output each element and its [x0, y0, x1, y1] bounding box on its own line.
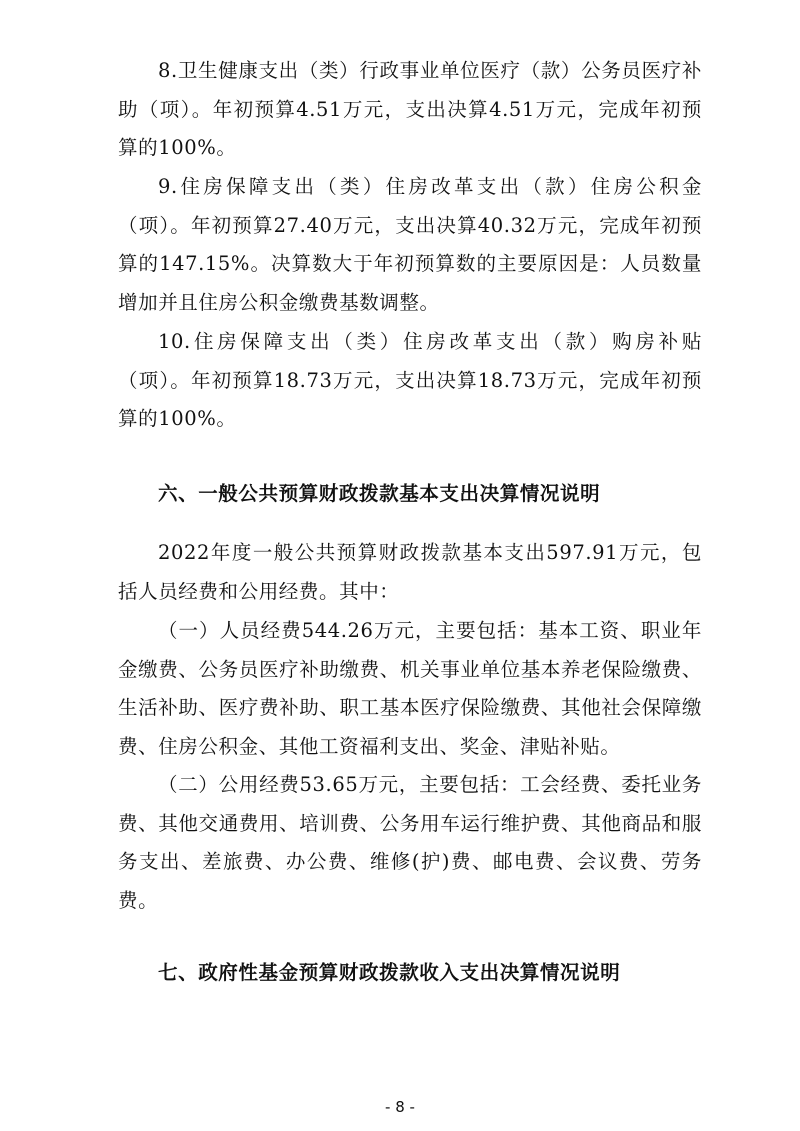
public-expense-paragraph: （二）公用经费53.65万元，主要包括：工会经费、委托业务费、其他交通费用、培训费、公务用车运行维护费、其他商品和服务支出、差旅费、办公费、维修(护)费、邮电费、会议费、劳务费。 [118, 773, 702, 912]
page-number: - 8 - [385, 1098, 415, 1116]
section-6-heading: 六、一般公共预算财政拨款基本支出决算情况说明 [158, 482, 601, 505]
item-9-paragraph: 9.住房保障支出（类）住房改革支出（款）住房公积金（项）。年初预算27.40万元，支出决算40.32万元，完成年初预算的147.15%。决算数大于年初预算数的主要原因是：人员数量增加并且住房公积金缴费基数调整。 [118, 175, 702, 314]
personnel-expense-paragraph: （一）人员经费544.26万元，主要包括：基本工资、职业年金缴费、公务员医疗补助缴费、机关事业单位基本养老保险缴费、生活补助、医疗费补助、职工基本医疗保险缴费、其他社会保障缴费、住房公积金、其他工资福利支出、奖金、津贴补贴。 [118, 619, 702, 758]
section-7-heading: 七、政府性基金预算财政拨款收入支出决算情况说明 [158, 961, 621, 984]
item-8-paragraph: 8.卫生健康支出（类）行政事业单位医疗（款）公务员医疗补助（项）。年初预算4.51万元，支出决算4.51万元，完成年初预算的100%。 [118, 59, 702, 159]
section-6-intro-paragraph: 2022年度一般公共预算财政拨款基本支出597.91万元，包括人员经费和公用经费。其中： [118, 541, 702, 603]
item-10-paragraph: 10.住房保障支出（类）住房改革支出（款）购房补贴（项）。年初预算18.73万元，支出决算18.73万元，完成年初预算的100%。 [118, 330, 702, 430]
